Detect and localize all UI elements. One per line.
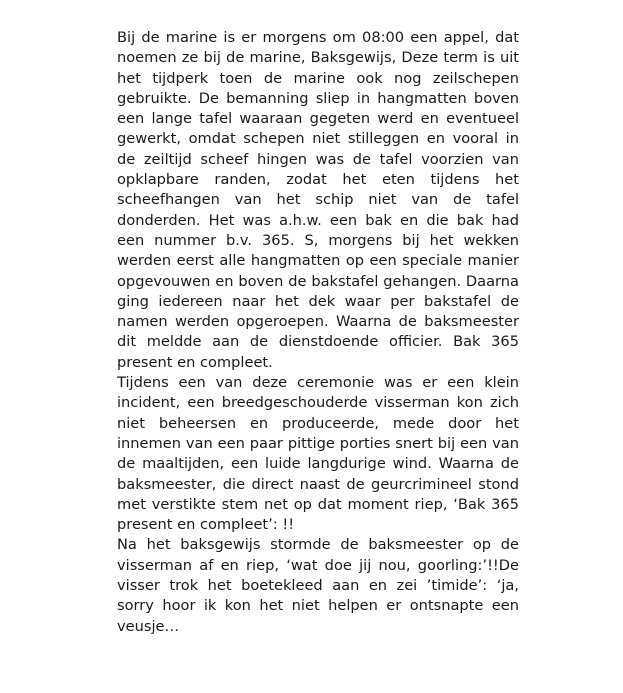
paragraph-1: Bij de marine is er morgens om 08:00 een appel, dat noemen ze bij de marine, Baksgewijs, Deze term is uit het tijdperk toen de marine ook nog zeilschepen gebruikte. De bemanning sliep in hangmatten boven een lange tafel waaraan gegeten werd en eventueel gewerkt, omdat schepen niet stilleggen en vooral in de zeiltijd scheef hingen was de tafel voorzien van opklapbare randen, zodat het eten tijdens het scheefhangen van het schip niet van de tafel donderden. Het was a.h.w. een bak en die bak had een nummer b.v. 365. S, morgens bij het wekken werden eerst alle hangmatten op een speciale manier opgevouwen en boven de bakstafel gehangen. Daarna ging iedereen naar het dek waar per bakstafel de namen werden opgeroepen. Waarna de baksmeester dit meldde aan de dienstdoende officier. Bak 365 present en compleet.: [117, 29, 519, 371]
paragraph-2: Tijdens een van deze ceremonie was er een klein incident, een breedgeschouderde visserman kon zich niet beheersen en produceerde, mede door het innemen van een paar pittige porties snert bij een van de maaltijden, een luide langdurige wind. Waarna de baksmeester, die direct naast de geurcrimineel stond met verstikte stem net op dat moment riep, ‘Bak 365 present en compleet’: !!: [117, 374, 519, 534]
paragraph-3: Na het baksgewijs stormde de baksmeester op de visserman af en riep, ‘wat doe jij nou, goorling:’!!De visser trok het boetekleed aan en zei ’timide’: ‘ja, sorry hoor ik kon het niet helpen er ontsnapte een veusje…: [117, 536, 519, 635]
document-page: [117, 28, 519, 637]
